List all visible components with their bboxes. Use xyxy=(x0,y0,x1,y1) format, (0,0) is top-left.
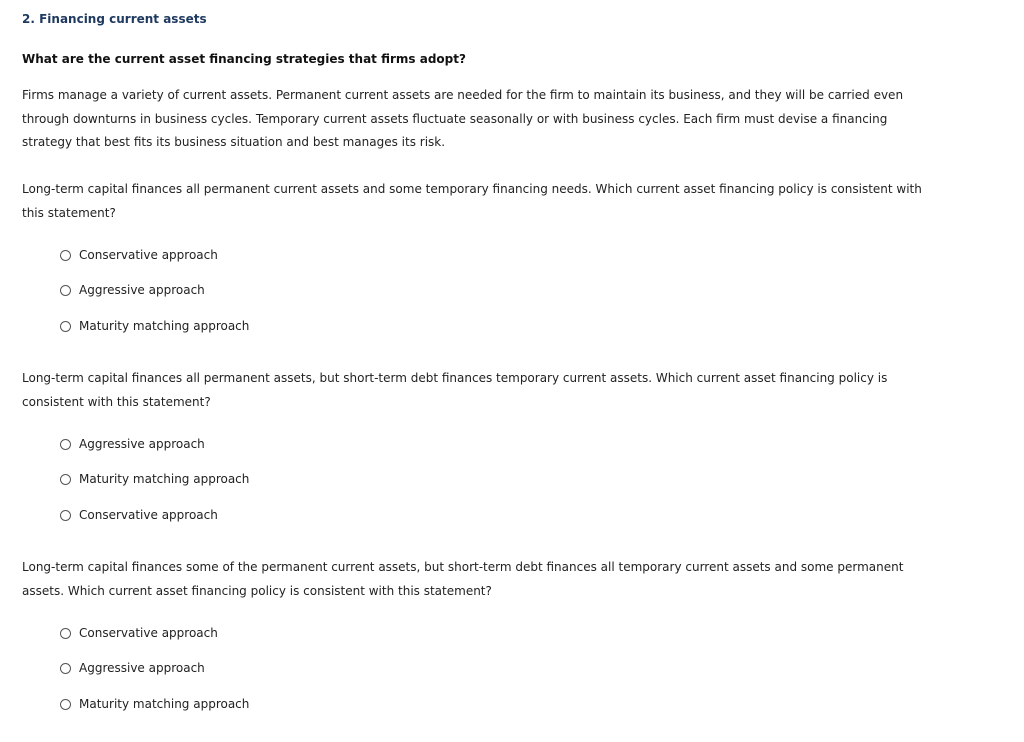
q1-option-conservative[interactable] xyxy=(60,248,218,262)
radio-button[interactable] xyxy=(60,321,71,332)
radio-button[interactable] xyxy=(60,439,71,450)
option-label: Maturity matching approach xyxy=(79,472,250,486)
option-label: Conservative approach xyxy=(79,248,218,262)
option-label: Maturity matching approach xyxy=(79,319,250,333)
option-label: Conservative approach xyxy=(79,508,218,522)
question-3-prompt: Long-term capital finances some of the permanent current assets, but short-term debt finances all temporary current assets and some permanent assets. Which current asset financing policy is consistent with this statement? xyxy=(22,560,904,598)
q3-option-maturity-matching[interactable] xyxy=(60,697,249,711)
question-heading: What are the current asset financing strategies that firms adopt? xyxy=(22,52,466,66)
question-1-prompt: Long-term capital finances all permanent current assets and some temporary financing needs. Which current asset financing policy is consistent with this statement? xyxy=(22,182,922,220)
option-label: Aggressive approach xyxy=(79,437,205,451)
option-label: Aggressive approach xyxy=(79,661,205,675)
question-2-prompt: Long-term capital finances all permanent assets, but short-term debt finances temporary current assets. Which current asset financing policy is consistent with this statement? xyxy=(22,371,888,409)
intro-paragraph: Firms manage a variety of current assets. Permanent current assets are needed for the firm to maintain its business, and they will be carried even through downturns in business cycles. Temporary current assets fluctuate seasonally or with business cycles. Each firm must devise a financing strategy that best fits its business situation and best manages its risk. xyxy=(22,88,904,149)
q2-option-aggressive[interactable] xyxy=(60,437,205,451)
q2-option-conservative[interactable] xyxy=(60,508,218,522)
q3-option-conservative[interactable] xyxy=(60,626,218,640)
radio-button[interactable] xyxy=(60,628,71,639)
radio-button[interactable] xyxy=(60,285,71,296)
option-label: Aggressive approach xyxy=(79,283,205,297)
radio-button[interactable] xyxy=(60,663,71,674)
radio-button[interactable] xyxy=(60,699,71,710)
radio-button[interactable] xyxy=(60,474,71,485)
radio-button[interactable] xyxy=(60,250,71,261)
q1-option-maturity-matching[interactable] xyxy=(60,319,249,333)
q1-option-aggressive[interactable] xyxy=(60,283,205,297)
option-label: Maturity matching approach xyxy=(79,697,250,711)
option-label: Conservative approach xyxy=(79,626,218,640)
q2-option-maturity-matching[interactable] xyxy=(60,472,249,486)
radio-button[interactable] xyxy=(60,510,71,521)
q3-option-aggressive[interactable] xyxy=(60,661,205,675)
section-title: 2. Financing current assets xyxy=(22,12,207,26)
